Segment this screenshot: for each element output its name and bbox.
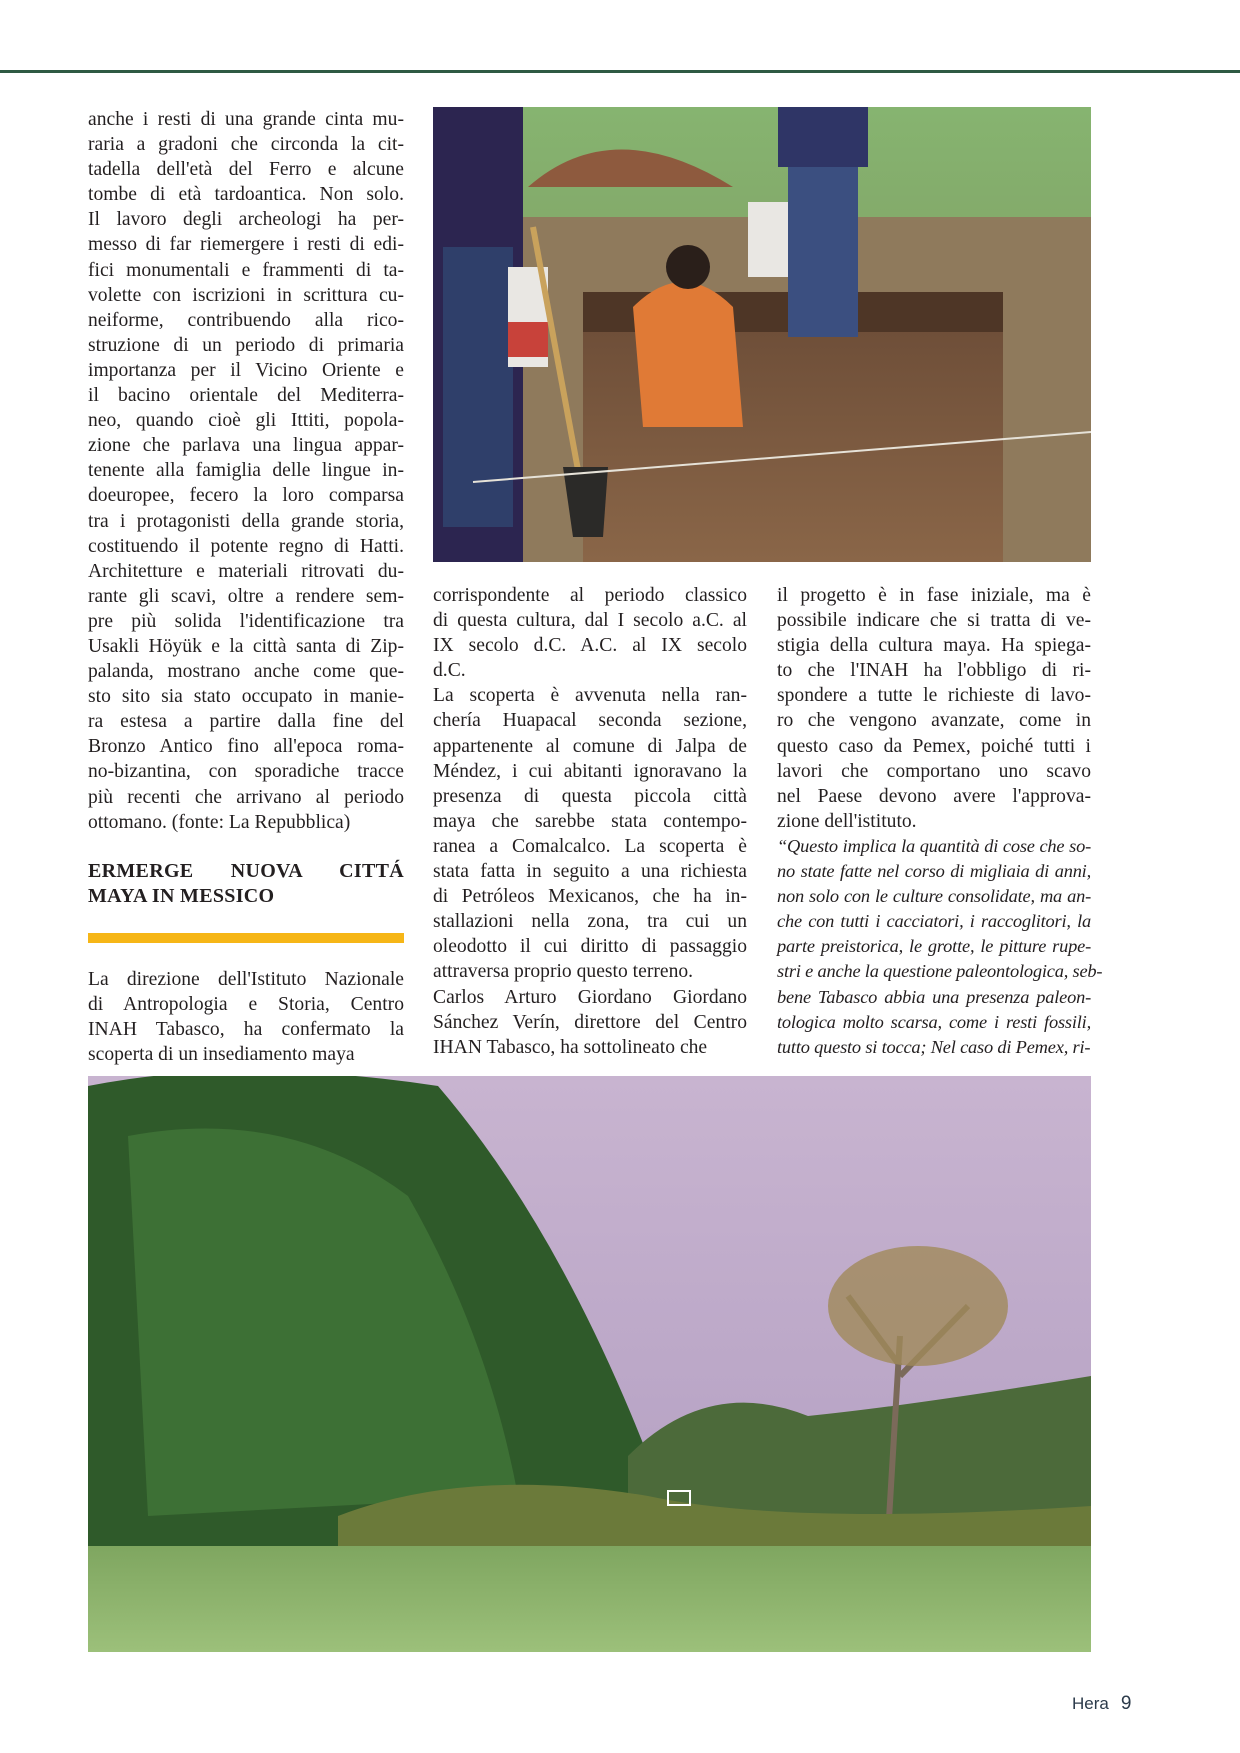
text-line: spondere a tutte le richieste di lavo-: [777, 685, 1091, 707]
landscape-photo-illustration: [88, 1076, 1091, 1652]
landscape-photo: [88, 1076, 1091, 1652]
text-line: stallazioni nella zona, tra cui un: [433, 911, 747, 933]
text-line: sto sito sia stato occupato in manie-: [88, 686, 404, 708]
text-line: INAH Tabasco, ha confermato la: [88, 1018, 404, 1040]
text-line: to che l'INAH ha l'obbligo di ri-: [777, 660, 1091, 682]
article-column-1: [88, 107, 404, 1067]
text-line: rante gli scavi, oltre a rendere sem-: [88, 585, 404, 607]
text-line: lavori che comportano uno scavo: [777, 760, 1091, 782]
text-line: Architetture e materiali ritrovati du-: [88, 560, 404, 582]
bucket: [748, 202, 788, 277]
text-line: costituendo il potente regno di Hatti.: [88, 535, 404, 557]
text-line: di Antropologia e Storia, Centro: [88, 993, 404, 1015]
text-line: nel Paese devono avere l'approva-: [777, 785, 1091, 807]
quote-line: tutto questo si tocca; Nel caso di Pemex, ri-: [777, 1036, 1091, 1057]
section-intro-text: [88, 967, 404, 1067]
text-line: tadella dell'età del Ferro e alcune: [88, 159, 404, 181]
grass-field: [88, 1546, 1091, 1652]
text-line: d.C.: [433, 660, 466, 682]
text-line: il bacino orientale del Mediterra-: [88, 385, 404, 407]
article-column-3: [777, 583, 1103, 1060]
text-line: tenente alla famiglia delle lingue in-: [88, 460, 404, 482]
text-line: Sánchez Verín, direttore del Centro: [433, 1011, 747, 1033]
text-line: oleodotto il cui diritto di passaggio: [433, 936, 747, 958]
text-line: struzione di un periodo di primaria: [88, 334, 404, 356]
text-line: di questa cultura, dal I secolo a.C. al: [433, 610, 747, 632]
quote-line: bene Tabasco abbia una presenza paleon-: [777, 986, 1091, 1007]
text-line: più recenti che arrivano al periodo: [88, 786, 404, 808]
text-line: stigia della cultura maya. Ha spiega-: [777, 635, 1091, 657]
text-line: La direzione dell'Istituto Nazionale: [88, 968, 404, 990]
column-1-body-text: [88, 107, 404, 835]
heading-line: MAYA IN MESSICO: [88, 884, 275, 907]
text-line: ro che vengono avanzate, come in: [777, 710, 1091, 732]
text-line: di Petróleos Mexicanos, che ha in-: [433, 886, 747, 908]
header-rule: [0, 70, 1240, 73]
standing-worker-right: [778, 107, 868, 167]
quote-line: non solo con le culture consolidate, ma an-: [777, 886, 1091, 907]
column-2-body-text: [433, 583, 747, 1060]
quote-line: parte preistorica, le grotte, le pitture rupe-: [777, 936, 1091, 957]
text-line: pre più solida l'identificazione tra: [88, 610, 404, 632]
text-line: neo, quando cioè gli Ittiti, popola-: [88, 410, 404, 432]
text-line: ottomano. (fonte: La Repubblica): [88, 811, 351, 833]
text-line: no-bizantina, con sporadiche tracce: [88, 761, 404, 783]
text-line: neiforme, contribuendo alla rico-: [88, 309, 404, 331]
quotation: [777, 834, 1103, 1060]
text-line: scoperta di un insediamento maya: [88, 1044, 355, 1065]
text-line: questo caso da Pemex, poiché tutti i: [777, 735, 1091, 757]
excavation-photo: [433, 107, 1091, 562]
magazine-name: Hera: [1072, 1694, 1109, 1713]
kneeling-archaeologist: [633, 282, 743, 427]
text-line: La scoperta è avvenuta nella ran-: [433, 685, 747, 707]
text-line: tombe di età tardoantica. Non solo.: [88, 184, 404, 206]
text-line: IHAN Tabasco, ha sottolineato che: [433, 1036, 708, 1058]
text-line: doeuropee, fecero la loro comparsa: [88, 485, 404, 507]
quote-line: tologica molto scarsa, come i resti fossili,: [777, 1011, 1091, 1032]
quote-line: stri e anche la questione paleontologica, seb-: [777, 961, 1103, 982]
text-line: anche i resti di una grande cinta mu-: [88, 109, 404, 130]
text-line: Usakli Höyük e la città santa di Zip-: [88, 635, 404, 657]
text-line: palanda, mostrano anche come que-: [88, 661, 404, 683]
text-line: il progetto è in fase iniziale, ma è: [777, 585, 1091, 606]
section-heading: [88, 859, 404, 909]
text-line: possibile indicare che si tratta di ve-: [777, 610, 1091, 632]
text-line: chería Huapacal seconda sezione,: [433, 710, 747, 732]
text-line: appartenente al comune di Jalpa de: [433, 735, 747, 757]
page-number: 9: [1120, 1693, 1132, 1714]
heading-line: ERMERGE NUOVA CITTÁ: [88, 859, 404, 882]
text-line: presenza di questa piccola città: [433, 785, 747, 807]
quote-line: che con tutti i cacciatori, i raccoglitori, la: [777, 911, 1091, 932]
page-footer: [1072, 1693, 1131, 1715]
text-line: tra i protagonisti della grande storia,: [88, 510, 404, 532]
column-3-body-text: [777, 583, 1091, 834]
text-line: zione dell'istituto.: [777, 810, 917, 832]
text-line: Méndez, i cui abitanti ignoravano la: [433, 760, 747, 782]
text-line: corrispondente al periodo classico: [433, 585, 747, 606]
text-line: messo di far riemergere i resti di edi-: [88, 234, 404, 256]
text-line: importanza per il Vicino Oriente e: [88, 359, 404, 381]
text-line: ranea a Comalcalco. La scoperta è: [433, 835, 747, 857]
text-line: maya che sarebbe stata contempo-: [433, 810, 747, 832]
text-line: Il lavoro degli archeologi ha per-: [88, 209, 404, 231]
text-line: volette con iscrizioni in scrittura cu-: [88, 284, 404, 306]
text-line: zione che parlava una lingua appar-: [88, 435, 404, 457]
text-line: raria a gradoni che circonda la cit-: [88, 134, 404, 156]
text-line: IX secolo d.C. A.C. al IX secolo: [433, 635, 747, 657]
text-line: ra estesa a partire dalla fine del: [88, 711, 404, 733]
quote-line: “Questo implica la quantità di cose che so-: [777, 835, 1091, 856]
text-line: Bronzo Antico fino all'epoca roma-: [88, 736, 404, 758]
text-line: attraversa proprio questo terreno.: [433, 961, 694, 983]
text-line: Carlos Arturo Giordano Giordano: [433, 986, 747, 1008]
excavation-photo-illustration: [433, 107, 1091, 562]
text-line: fici monumentali e frammenti di ta-: [88, 259, 404, 281]
quote-line: no state fatte nel corso di migliaia di anni,: [777, 861, 1091, 882]
text-line: stata fatta in seguito a una richiesta: [433, 861, 747, 883]
article-column-2: [433, 583, 747, 1060]
heading-accent-bar: [88, 933, 404, 943]
